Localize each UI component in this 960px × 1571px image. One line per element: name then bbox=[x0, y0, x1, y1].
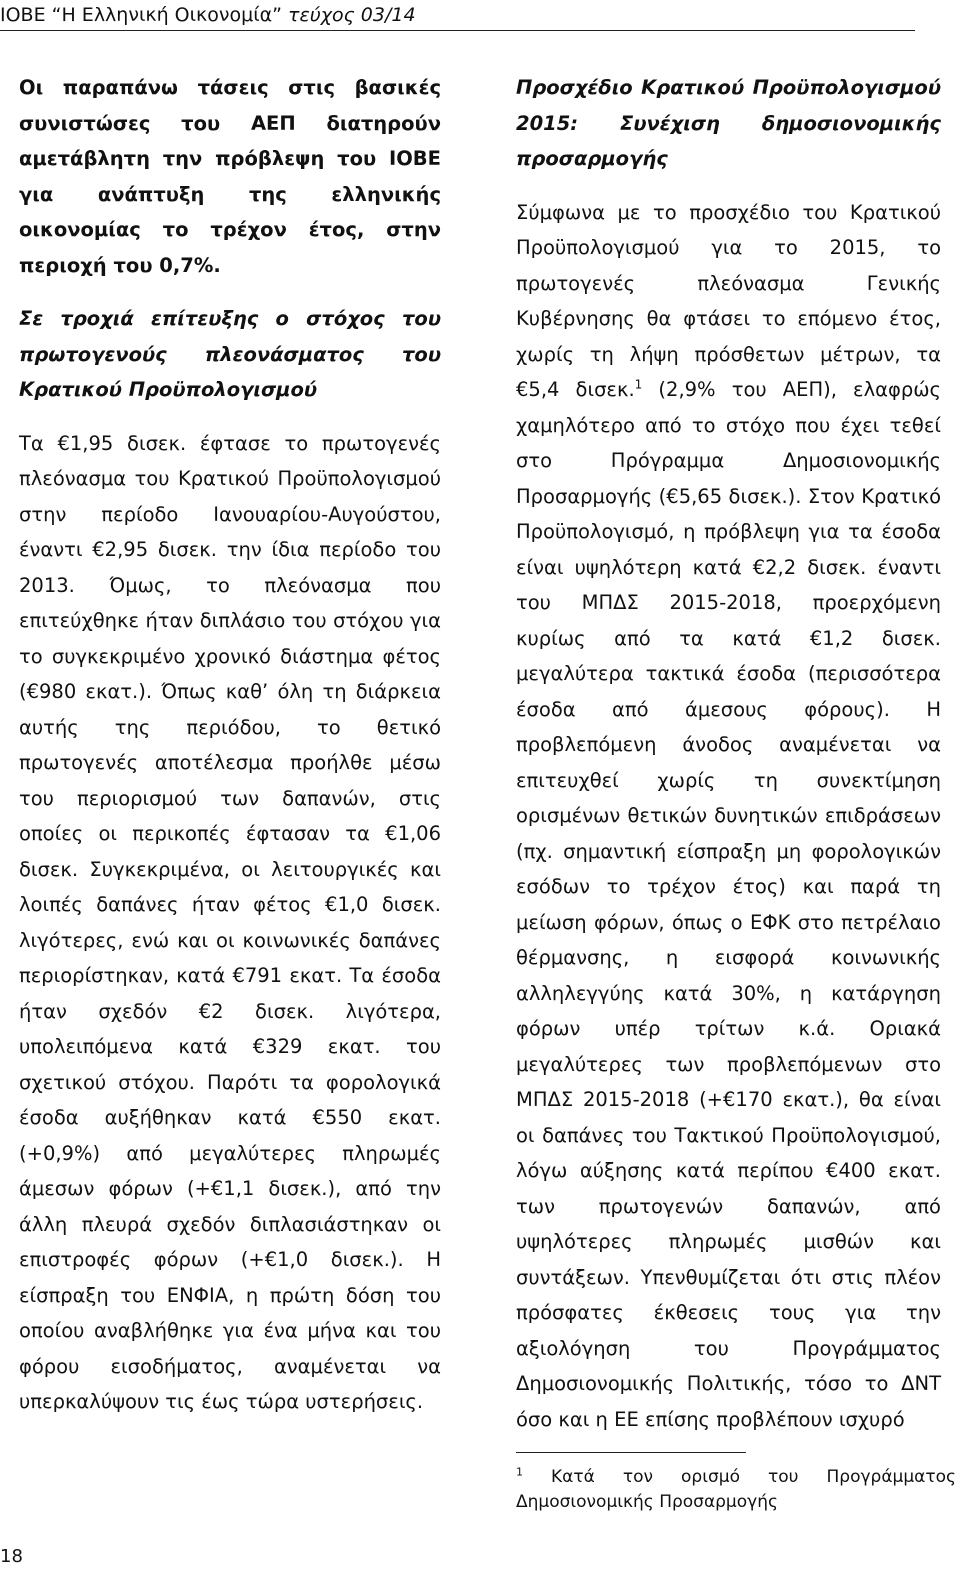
footnote-text: Κατά τον ορισμό του Προγράμματος Δημοσιονομικής Προσαρμογής bbox=[516, 1467, 956, 1512]
body-paragraph-draft-budget bbox=[516, 195, 941, 1438]
footnote bbox=[516, 1465, 956, 1515]
spacer bbox=[516, 177, 941, 195]
body-text-part2: (2,9% του ΑΕΠ), ελαφρώς χαμηλότερο από το στόχο που έχει τεθεί στο Πρόγραμμα Δημοσιονομικής Προσαρμογής (€5,65 δισεκ.). Στον Κρατικό Προϋπολογισμό, η πρόβλεψη για τα έσοδα είναι υψηλότερη κατά €2,2 δισεκ. έναντι του ΜΠΔΣ 2015-2018, προερχόμενη κυρίως από τα κατά €1,2 δισεκ. μεγαλύτερα τακτικά έσοδα (περισσότερα έσοδα από άμεσους φόρους). Η προβλεπόμενη άνοδος αναμένεται να επιτευχθεί χωρίς τη συνεκτίμηση ορισμένων θετικών δυνητικών επιδράσεων (πχ. σημαντική είσπραξη μη φορολογικών εσόδων το τρέχον έτος) και παρά τη μείωση φόρων, όπως ο ΕΦΚ στο πετρέλαιο θέρμανσης, η εισφορά κοινωνικής αλληλεγγύης κατά 30%, η κατάργηση φόρων υπέρ τρίτων κ.ά. Οριακά μεγαλύτερες των προβλεπόμενων στο ΜΠΔΣ 2015-2018 (+€170 εκατ.), θα είναι οι δαπάνες του Τακτικού Προϋπολογισμού, λόγω αύξησης κατά περίπου €400 εκατ. των πρωτογενών δαπανών, από υψηλότερες πληρωμές μισθών και συντάξεων. Υπενθυμίζεται ότι στις πλέον πρόσφατες έκθεσεις τους για την αξιολόγηση του Προγράμματος Δημοσιονομικής Πολιτικής, τόσο το ΔΝΤ όσο και η ΕΕ επίσης προβλέπουν ισχυρό bbox=[516, 378, 941, 1431]
footnote-reference[interactable]: 1 bbox=[634, 377, 643, 392]
header-title bbox=[0, 4, 416, 26]
header-issue: τεύχος 03/14 bbox=[288, 4, 416, 26]
section-heading-primary-surplus: Σε τροχιά επίτευξης ο στόχος του πρωτογενούς πλεονάσματος του Κρατικού Προϋπολογισμού bbox=[19, 307, 441, 401]
page-number: 18 bbox=[0, 1546, 23, 1567]
spacer bbox=[19, 408, 441, 426]
intro-paragraph: Οι παραπάνω τάσεις στις βασικές συνιστώσες του ΑΕΠ διατηρούν αμετάβλητη την πρόβλεψη του ΙΟΒΕ για ανάπτυξη της ελληνικής οικονομίας το τρέχον έτος, στην περιοχή του 0,7%. bbox=[19, 76, 441, 277]
right-column bbox=[516, 70, 941, 1437]
left-column bbox=[19, 70, 441, 1420]
footnote-divider bbox=[516, 1452, 746, 1453]
footnote-marker: 1 bbox=[516, 1465, 523, 1479]
running-header bbox=[0, 0, 915, 31]
body-paragraph-primary-surplus: Τα €1,95 δισεκ. έφτασε το πρωτογενές πλεόνασμα του Κρατικού Προϋπολογισμού στην περίοδο Ιανουαρίου-Αυγούστου, έναντι €2,95 δισεκ. την ίδια περίοδο του 2013. Όμως, το πλεόνασμα που επιτεύχθηκε ήταν διπλάσιο του στόχου για το συγκεκριμένο χρονικό διάστημα φέτος (€980 εκατ.). Όπως καθ’ όλη τη διάρκεια αυτής της περιόδου, το θετικό πρωτογενές αποτέλεσμα προήλθε μέσω του περιορισμού των δαπανών, στις οποίες οι περικοπές έφτασαν τα €1,06 δισεκ. Συγκεκριμένα, οι λειτουργικές και λοιπές δαπάνες ήταν φέτος €1,0 δισεκ. λιγότερες, ενώ και οι κοινωνικές δαπάνες περιορίστηκαν, κατά €791 εκατ. Τα έσοδα ήταν σχεδόν €2 δισεκ. λιγότερα, υπολειπόμενα κατά €329 εκατ. του σχετικού στόχου. Παρότι τα φορολογικά έσοδα αυξήθηκαν κατά €550 εκατ. (+0,9%) από μεγαλύτερες πληρωμές άμεσων φόρων (+€1,1 δισεκ.), από την άλλη πλευρά σχεδόν διπλασιάστηκαν οι επιστροφές φόρων (+€1,0 δισεκ.). Η είσπραξη του ΕΝΦΙΑ, η πρώτη δόση του οποίου αναβλήθηκε για ένα μήνα και του φόρου εισοδήματος, αναμένεται να υπερκαλύψουν τις έως τώρα υστερήσεις. bbox=[19, 431, 441, 1413]
spacer bbox=[19, 283, 441, 301]
body-text-part1: Σύμφωνα με το προσχέδιο του Κρατικού Προϋπολογισμού για το 2015, το πρωτογενές πλεόνασμα Γενικής Κυβέρνησης θα φτάσει το επόμενο έτος, χωρίς τη λήψη πρόσθετων μέτρων, τα €5,4 δισεκ. bbox=[516, 200, 941, 401]
section-heading-draft-budget: Προσχέδιο Κρατικού Προϋπολογισμού 2015: Συνέχιση δημοσιονομικής προσαρμογής bbox=[516, 76, 941, 170]
header-title-main: ΙΟΒΕ “Η Ελληνική Οικονομία” bbox=[0, 4, 289, 26]
